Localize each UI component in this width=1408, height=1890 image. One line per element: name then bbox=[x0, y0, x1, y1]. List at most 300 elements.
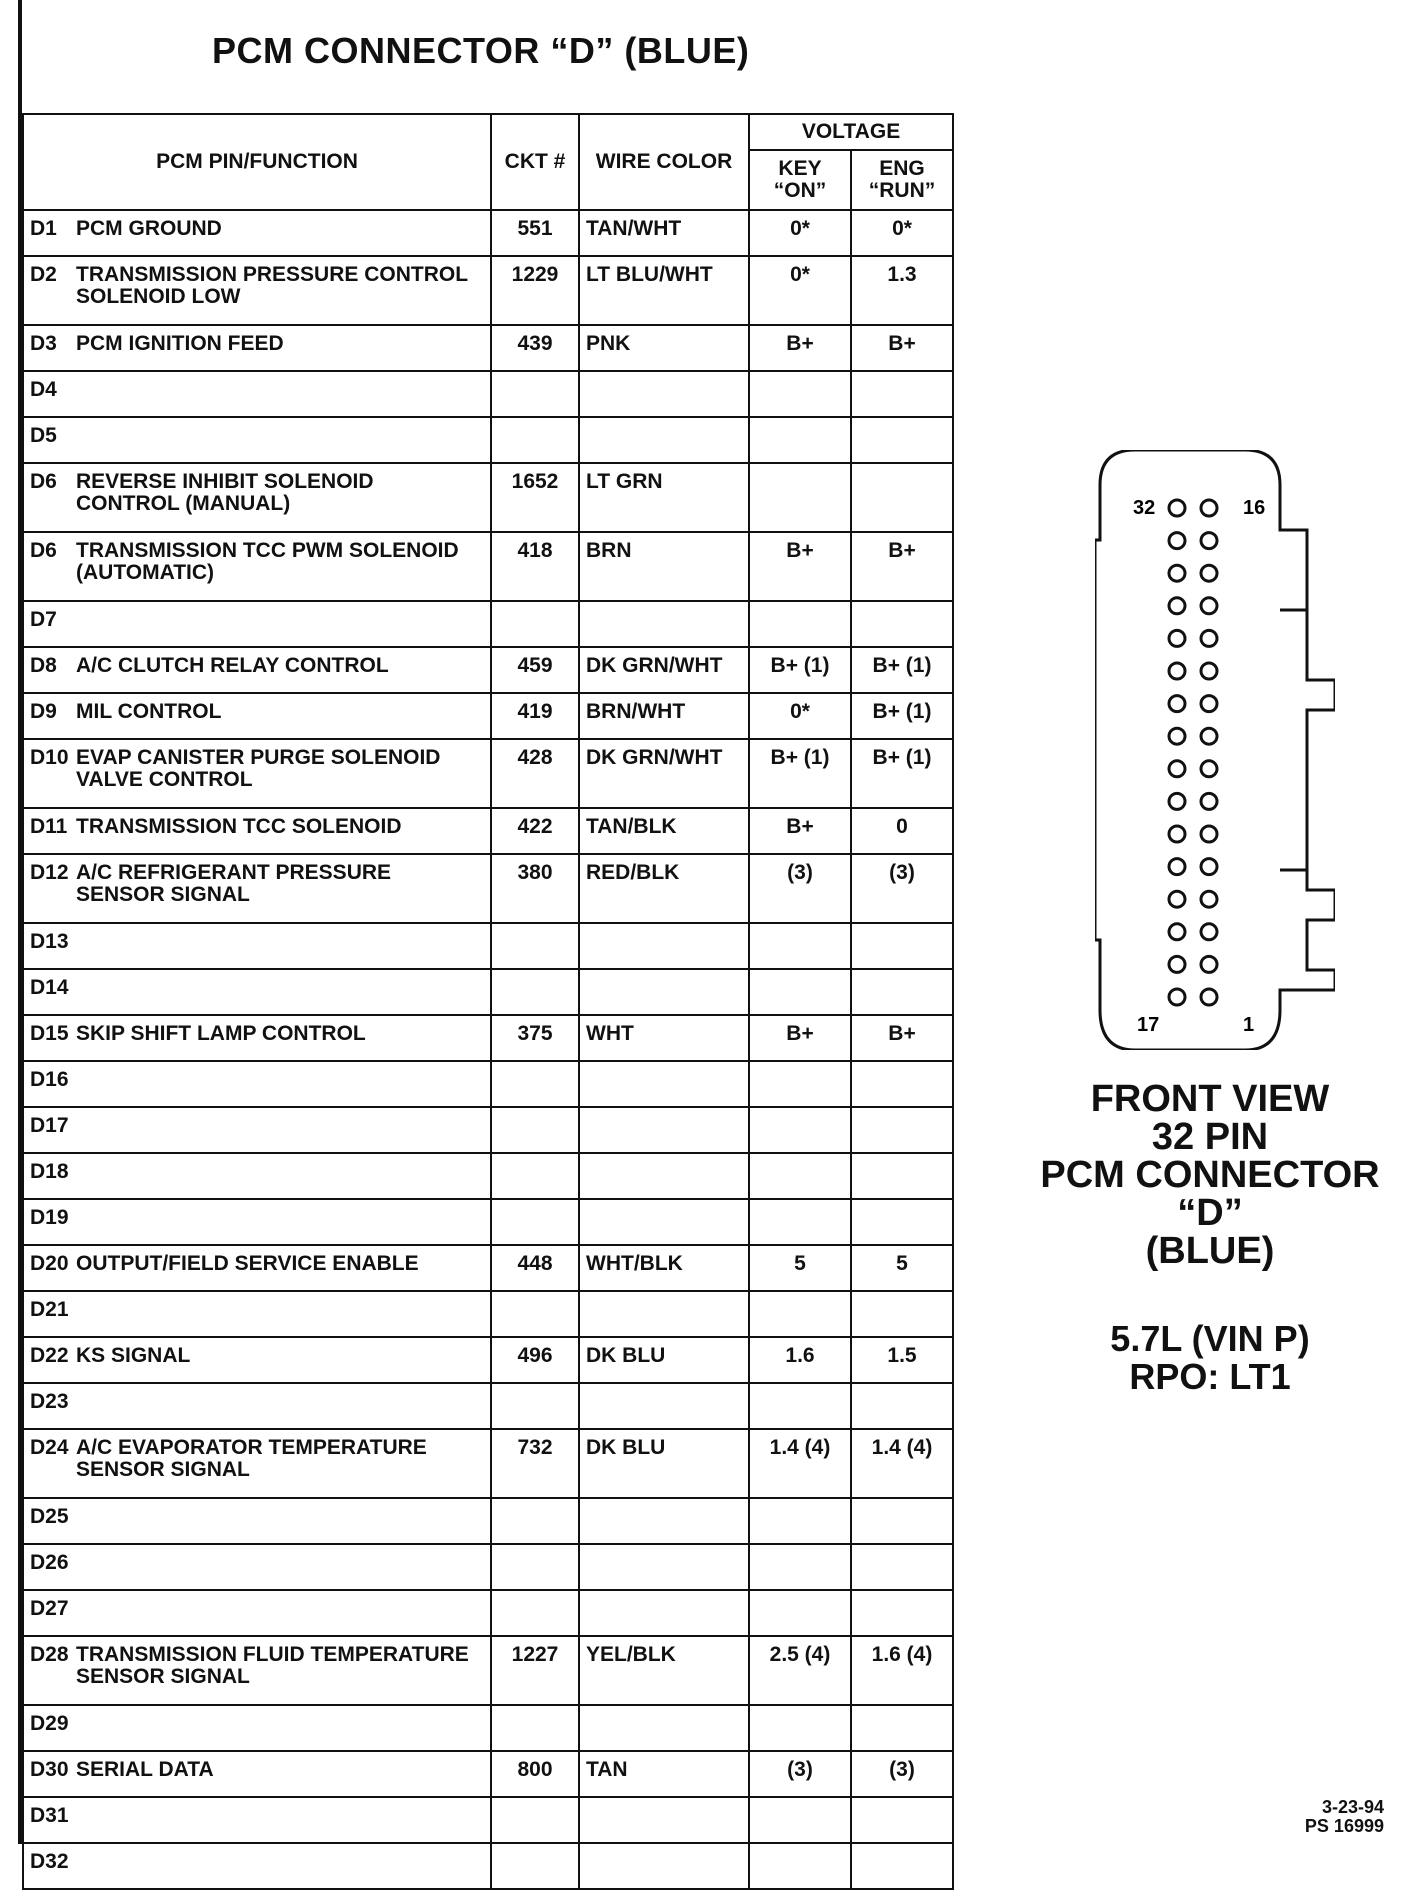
pin-function: PCM GROUND bbox=[76, 217, 222, 240]
pin-number: D19 bbox=[30, 1206, 69, 1229]
eng-run-cell bbox=[851, 1705, 953, 1751]
table-row bbox=[23, 210, 953, 256]
pin-number: D10 bbox=[30, 746, 69, 769]
table-row bbox=[23, 601, 953, 647]
ckt-cell: 380 bbox=[491, 854, 579, 923]
ckt-cell bbox=[491, 1843, 579, 1889]
pin-function: MIL CONTROL bbox=[76, 700, 222, 723]
caption-line-2: 32 PIN bbox=[1151, 1116, 1269, 1158]
wire-color-cell bbox=[579, 969, 749, 1015]
header-voltage: VOLTAGE bbox=[749, 114, 953, 150]
pin-number: D3 bbox=[30, 332, 57, 355]
eng-run-cell: B+ (1) bbox=[851, 647, 953, 693]
footer-code: PS 16999 bbox=[1304, 1816, 1384, 1836]
pin-function: TRANSMISSION TCC PWM SOLENOID (AUTOMATIC) bbox=[76, 539, 459, 584]
pin-function-cell bbox=[23, 1590, 491, 1636]
wire-color-cell bbox=[579, 1498, 749, 1544]
pin-function: EVAP CANISTER PURGE SOLENOID VALVE CONTROL bbox=[76, 746, 441, 791]
key-on-cell: (3) bbox=[749, 854, 851, 923]
footer-reference bbox=[1305, 1798, 1384, 1836]
pin-hole bbox=[1201, 630, 1217, 646]
ckt-cell bbox=[491, 1544, 579, 1590]
pin-function: TRANSMISSION FLUID TEMPERATURE SENSOR SIGNAL bbox=[76, 1643, 469, 1688]
wire-color-cell bbox=[579, 1199, 749, 1245]
pin-number: D25 bbox=[30, 1505, 69, 1528]
ckt-cell: 1229 bbox=[491, 256, 579, 325]
pin-number: D18 bbox=[30, 1160, 69, 1183]
table-row bbox=[23, 1061, 953, 1107]
ckt-cell: 375 bbox=[491, 1015, 579, 1061]
ckt-cell bbox=[491, 1705, 579, 1751]
pin-hole bbox=[1169, 924, 1185, 940]
wire-color-cell bbox=[579, 1153, 749, 1199]
table-row bbox=[23, 532, 953, 601]
wire-color-cell: DK BLU bbox=[579, 1337, 749, 1383]
pin-hole bbox=[1201, 826, 1217, 842]
ckt-cell: 419 bbox=[491, 693, 579, 739]
pin-label-17: 17 bbox=[1137, 1014, 1160, 1036]
pin-function-cell bbox=[23, 532, 491, 601]
pin-function-cell bbox=[23, 1383, 491, 1429]
pin-function-cell bbox=[23, 1061, 491, 1107]
key-on-cell: 0* bbox=[749, 693, 851, 739]
pin-function-cell bbox=[23, 417, 491, 463]
table-row bbox=[23, 1015, 953, 1061]
key-on-cell: B+ (1) bbox=[749, 739, 851, 808]
pin-function-cell bbox=[23, 969, 491, 1015]
pin-hole bbox=[1169, 956, 1185, 972]
pin-function-cell bbox=[23, 1107, 491, 1153]
pin-number: D24 bbox=[30, 1436, 69, 1459]
header-key-on bbox=[749, 150, 851, 210]
table-row bbox=[23, 808, 953, 854]
table-row bbox=[23, 463, 953, 532]
table-row bbox=[23, 854, 953, 923]
eng-run-cell: B+ bbox=[851, 532, 953, 601]
eng-run-cell bbox=[851, 1843, 953, 1889]
pin-number: D29 bbox=[30, 1712, 69, 1735]
table-row bbox=[23, 1590, 953, 1636]
eng-run-cell bbox=[851, 1199, 953, 1245]
pin-function: PCM IGNITION FEED bbox=[76, 332, 284, 355]
pin-hole bbox=[1169, 630, 1185, 646]
eng-run-cell bbox=[851, 1498, 953, 1544]
ckt-cell bbox=[491, 1153, 579, 1199]
pin-hole bbox=[1201, 891, 1217, 907]
eng-run-cell: 1.6 (4) bbox=[851, 1636, 953, 1705]
pin-function: OUTPUT/FIELD SERVICE ENABLE bbox=[76, 1252, 419, 1275]
eng-run-cell: 5 bbox=[851, 1245, 953, 1291]
pin-hole bbox=[1169, 793, 1185, 809]
ckt-cell: 459 bbox=[491, 647, 579, 693]
pin-function: A/C REFRIGERANT PRESSURE SENSOR SIGNAL bbox=[76, 861, 392, 906]
ckt-cell: 1227 bbox=[491, 1636, 579, 1705]
eng-run-cell: B+ (1) bbox=[851, 693, 953, 739]
pin-function-cell bbox=[23, 1199, 491, 1245]
pin-function-cell bbox=[23, 371, 491, 417]
engine-line-2: RPO: LT1 bbox=[1129, 1356, 1291, 1397]
header-pin-function: PCM PIN/FUNCTION bbox=[23, 114, 491, 210]
pin-function: A/C EVAPORATOR TEMPERATURE SENSOR SIGNAL bbox=[76, 1436, 427, 1481]
pin-number: D23 bbox=[30, 1390, 69, 1413]
table-row bbox=[23, 1291, 953, 1337]
pin-hole bbox=[1169, 859, 1185, 875]
page-title: PCM CONNECTOR “D” (BLUE) bbox=[212, 30, 750, 71]
wire-color-cell bbox=[579, 1590, 749, 1636]
wire-color-cell: DK GRN/WHT bbox=[579, 647, 749, 693]
pin-label-1: 1 bbox=[1243, 1014, 1255, 1036]
ckt-cell: 428 bbox=[491, 739, 579, 808]
caption-line-3: PCM CONNECTOR bbox=[1040, 1154, 1380, 1196]
ckt-cell bbox=[491, 371, 579, 417]
pin-hole bbox=[1201, 859, 1217, 875]
wire-color-cell: LT BLU/WHT bbox=[579, 256, 749, 325]
pin-function-cell bbox=[23, 1705, 491, 1751]
pin-hole bbox=[1169, 728, 1185, 744]
pin-number: D7 bbox=[30, 608, 57, 631]
pin-function-cell bbox=[23, 1291, 491, 1337]
pin-number: D13 bbox=[30, 930, 69, 953]
pin-hole bbox=[1201, 924, 1217, 940]
ckt-cell: 439 bbox=[491, 325, 579, 371]
caption-line-4: “D” bbox=[1177, 1192, 1243, 1234]
pin-number: D28 bbox=[30, 1643, 69, 1666]
ckt-cell bbox=[491, 923, 579, 969]
key-on-cell: 0* bbox=[749, 256, 851, 325]
pin-number: D22 bbox=[30, 1344, 69, 1367]
eng-run-cell bbox=[851, 1107, 953, 1153]
wire-color-cell bbox=[579, 1061, 749, 1107]
pin-hole bbox=[1169, 565, 1185, 581]
ckt-cell: 551 bbox=[491, 210, 579, 256]
header-ckt: CKT # bbox=[491, 114, 579, 210]
eng-run-cell: 1.3 bbox=[851, 256, 953, 325]
key-on-cell bbox=[749, 969, 851, 1015]
ckt-cell bbox=[491, 969, 579, 1015]
table-row bbox=[23, 1636, 953, 1705]
wire-color-cell bbox=[579, 601, 749, 647]
caption-line-1: FRONT VIEW bbox=[1090, 1078, 1330, 1120]
pin-function-cell bbox=[23, 1337, 491, 1383]
wire-color-cell: BRN/WHT bbox=[579, 693, 749, 739]
eng-run-cell: 0 bbox=[851, 808, 953, 854]
ckt-cell bbox=[491, 1590, 579, 1636]
pin-function-cell bbox=[23, 1751, 491, 1797]
table-row bbox=[23, 1544, 953, 1590]
wire-color-cell: WHT/BLK bbox=[579, 1245, 749, 1291]
ckt-cell bbox=[491, 1291, 579, 1337]
wire-color-cell bbox=[579, 1843, 749, 1889]
pin-function-cell bbox=[23, 808, 491, 854]
caption-line-5: (BLUE) bbox=[1145, 1230, 1275, 1272]
pin-hole bbox=[1201, 533, 1217, 549]
eng-run-cell: 1.5 bbox=[851, 1337, 953, 1383]
pin-function: REVERSE INHIBIT SOLENOID CONTROL (MANUAL) bbox=[76, 470, 374, 515]
wire-color-cell bbox=[579, 1797, 749, 1843]
table-row bbox=[23, 1429, 953, 1498]
ckt-cell bbox=[491, 417, 579, 463]
ckt-cell: 448 bbox=[491, 1245, 579, 1291]
pin-function: SERIAL DATA bbox=[76, 1758, 214, 1781]
pin-function-cell bbox=[23, 601, 491, 647]
pin-function-cell bbox=[23, 693, 491, 739]
wire-color-cell: TAN/WHT bbox=[579, 210, 749, 256]
pin-number: D6 bbox=[30, 539, 57, 562]
key-on-cell: 5 bbox=[749, 1245, 851, 1291]
key-on-cell: 1.4 (4) bbox=[749, 1429, 851, 1498]
wire-color-cell bbox=[579, 1705, 749, 1751]
eng-run-cell bbox=[851, 417, 953, 463]
key-on-cell bbox=[749, 1797, 851, 1843]
eng-run-cell: 0* bbox=[851, 210, 953, 256]
pin-function: TRANSMISSION PRESSURE CONTROL SOLENOID LOW bbox=[76, 263, 468, 308]
key-on-cell bbox=[749, 923, 851, 969]
wire-color-cell: TAN/BLK bbox=[579, 808, 749, 854]
table-row bbox=[23, 1797, 953, 1843]
key-on-cell: B+ (1) bbox=[749, 647, 851, 693]
pin-function-cell bbox=[23, 1636, 491, 1705]
header-eng-run-sub: “RUN” bbox=[868, 179, 936, 202]
eng-run-cell bbox=[851, 1291, 953, 1337]
ckt-cell: 732 bbox=[491, 1429, 579, 1498]
pin-number: D2 bbox=[30, 263, 57, 286]
footer-date: 3-23-94 bbox=[1321, 1797, 1384, 1817]
wire-color-cell: DK GRN/WHT bbox=[579, 739, 749, 808]
pin-hole bbox=[1169, 500, 1185, 516]
key-on-cell: B+ bbox=[749, 1015, 851, 1061]
key-on-cell bbox=[749, 1544, 851, 1590]
pin-number: D32 bbox=[30, 1850, 69, 1873]
pin-hole bbox=[1201, 956, 1217, 972]
pin-function-cell bbox=[23, 1544, 491, 1590]
key-on-cell: B+ bbox=[749, 325, 851, 371]
table-row bbox=[23, 969, 953, 1015]
table-row bbox=[23, 256, 953, 325]
pin-label-16: 16 bbox=[1243, 497, 1266, 519]
eng-run-cell: (3) bbox=[851, 1751, 953, 1797]
key-on-cell bbox=[749, 1705, 851, 1751]
wire-color-cell: WHT bbox=[579, 1015, 749, 1061]
pin-function-cell bbox=[23, 739, 491, 808]
pin-hole bbox=[1201, 696, 1217, 712]
pin-hole bbox=[1201, 598, 1217, 614]
eng-run-cell bbox=[851, 1544, 953, 1590]
pin-hole bbox=[1201, 500, 1217, 516]
wire-color-cell bbox=[579, 417, 749, 463]
wire-color-cell bbox=[579, 1544, 749, 1590]
wire-color-cell bbox=[579, 1107, 749, 1153]
pin-hole bbox=[1201, 663, 1217, 679]
pin-function-cell bbox=[23, 1498, 491, 1544]
eng-run-cell bbox=[851, 371, 953, 417]
wire-color-cell: DK BLU bbox=[579, 1429, 749, 1498]
eng-run-cell bbox=[851, 601, 953, 647]
pin-function-cell bbox=[23, 1797, 491, 1843]
eng-run-cell bbox=[851, 1590, 953, 1636]
pin-hole bbox=[1201, 761, 1217, 777]
pin-table bbox=[22, 113, 954, 1890]
key-on-cell bbox=[749, 463, 851, 532]
table-row bbox=[23, 417, 953, 463]
table-row bbox=[23, 371, 953, 417]
pin-hole bbox=[1169, 696, 1185, 712]
key-on-cell bbox=[749, 1199, 851, 1245]
wire-color-cell bbox=[579, 1291, 749, 1337]
eng-run-cell bbox=[851, 463, 953, 532]
ckt-cell: 422 bbox=[491, 808, 579, 854]
pin-number: D20 bbox=[30, 1252, 69, 1275]
ckt-cell bbox=[491, 1107, 579, 1153]
key-on-cell: B+ bbox=[749, 532, 851, 601]
pin-function-cell bbox=[23, 325, 491, 371]
key-on-cell bbox=[749, 601, 851, 647]
pin-hole bbox=[1169, 663, 1185, 679]
table-row bbox=[23, 1107, 953, 1153]
header-wire-color: WIRE COLOR bbox=[579, 114, 749, 210]
pin-function-cell bbox=[23, 1015, 491, 1061]
eng-run-cell bbox=[851, 923, 953, 969]
table-row bbox=[23, 1153, 953, 1199]
pin-number: D15 bbox=[30, 1022, 69, 1045]
eng-run-cell bbox=[851, 1061, 953, 1107]
table-row bbox=[23, 739, 953, 808]
eng-run-cell: 1.4 (4) bbox=[851, 1429, 953, 1498]
pin-hole bbox=[1201, 793, 1217, 809]
pin-function-cell bbox=[23, 1153, 491, 1199]
pin-function: SKIP SHIFT LAMP CONTROL bbox=[76, 1022, 366, 1045]
key-on-cell bbox=[749, 417, 851, 463]
wire-color-cell: RED/BLK bbox=[579, 854, 749, 923]
pin-function-cell bbox=[23, 647, 491, 693]
pin-number: D17 bbox=[30, 1114, 69, 1137]
pin-hole bbox=[1201, 989, 1217, 1005]
wire-color-cell bbox=[579, 923, 749, 969]
key-on-cell: 2.5 (4) bbox=[749, 1636, 851, 1705]
wire-color-cell: YEL/BLK bbox=[579, 1636, 749, 1705]
header-eng-run bbox=[851, 150, 953, 210]
header-key-on-sub: “ON” bbox=[773, 179, 827, 202]
pin-number: D11 bbox=[30, 815, 68, 838]
pin-number: D27 bbox=[30, 1597, 69, 1620]
wire-color-cell: PNK bbox=[579, 325, 749, 371]
pin-number: D31 bbox=[30, 1804, 69, 1827]
table-row bbox=[23, 1751, 953, 1797]
ckt-cell bbox=[491, 1061, 579, 1107]
pin-function-cell bbox=[23, 1245, 491, 1291]
wire-color-cell bbox=[579, 371, 749, 417]
wire-color-cell bbox=[579, 1383, 749, 1429]
pin-holes bbox=[1169, 500, 1217, 1005]
key-on-cell bbox=[749, 1498, 851, 1544]
pin-hole bbox=[1201, 728, 1217, 744]
pin-number: D6 bbox=[30, 470, 57, 493]
table-row bbox=[23, 647, 953, 693]
ckt-cell bbox=[491, 1797, 579, 1843]
eng-run-cell bbox=[851, 969, 953, 1015]
pin-number: D9 bbox=[30, 700, 57, 723]
eng-run-cell bbox=[851, 1797, 953, 1843]
eng-run-cell: B+ (1) bbox=[851, 739, 953, 808]
pin-hole bbox=[1169, 989, 1185, 1005]
key-on-cell: B+ bbox=[749, 808, 851, 854]
pin-function: KS SIGNAL bbox=[76, 1344, 191, 1367]
eng-run-cell: (3) bbox=[851, 854, 953, 923]
ckt-cell: 1652 bbox=[491, 463, 579, 532]
key-on-cell: 0* bbox=[749, 210, 851, 256]
connector-diagram bbox=[1095, 450, 1335, 1050]
header-eng-run-label: ENG bbox=[879, 157, 925, 180]
pin-hole bbox=[1169, 891, 1185, 907]
table-row bbox=[23, 1498, 953, 1544]
engine-info bbox=[1000, 1320, 1408, 1396]
ckt-cell bbox=[491, 601, 579, 647]
key-on-cell bbox=[749, 1153, 851, 1199]
pin-function-cell bbox=[23, 210, 491, 256]
connector-caption bbox=[1000, 1080, 1408, 1270]
pin-function-cell bbox=[23, 923, 491, 969]
pin-function-cell bbox=[23, 1843, 491, 1889]
eng-run-cell bbox=[851, 1153, 953, 1199]
eng-run-cell: B+ bbox=[851, 325, 953, 371]
pin-number: D12 bbox=[30, 861, 69, 884]
table-row bbox=[23, 693, 953, 739]
pin-function-cell bbox=[23, 854, 491, 923]
key-on-cell: (3) bbox=[749, 1751, 851, 1797]
table-row bbox=[23, 325, 953, 371]
pin-function: TRANSMISSION TCC SOLENOID bbox=[76, 815, 402, 838]
table-row bbox=[23, 1199, 953, 1245]
table-row bbox=[23, 1337, 953, 1383]
ckt-cell: 800 bbox=[491, 1751, 579, 1797]
header-key-on-label: KEY bbox=[778, 157, 822, 180]
key-on-cell bbox=[749, 1590, 851, 1636]
table-row bbox=[23, 923, 953, 969]
key-on-cell bbox=[749, 1843, 851, 1889]
table-row bbox=[23, 1843, 953, 1889]
pin-number: D16 bbox=[30, 1068, 69, 1091]
engine-line-1: 5.7L (VIN P) bbox=[1110, 1318, 1310, 1359]
pin-hole bbox=[1169, 761, 1185, 777]
key-on-cell bbox=[749, 1061, 851, 1107]
pin-hole bbox=[1169, 598, 1185, 614]
table-row bbox=[23, 1383, 953, 1429]
pin-number: D30 bbox=[30, 1758, 69, 1781]
pin-number: D26 bbox=[30, 1551, 69, 1574]
ckt-cell: 418 bbox=[491, 532, 579, 601]
pin-number: D8 bbox=[30, 654, 57, 677]
pin-number: D14 bbox=[30, 976, 69, 999]
key-on-cell bbox=[749, 1383, 851, 1429]
pin-hole bbox=[1169, 826, 1185, 842]
pin-number: D1 bbox=[30, 217, 57, 240]
pin-rows bbox=[23, 210, 953, 1889]
eng-run-cell: B+ bbox=[851, 1015, 953, 1061]
eng-run-cell bbox=[851, 1383, 953, 1429]
wire-color-cell: LT GRN bbox=[579, 463, 749, 532]
table-row bbox=[23, 1705, 953, 1751]
ckt-cell bbox=[491, 1498, 579, 1544]
pin-label-32: 32 bbox=[1133, 497, 1156, 519]
pin-hole bbox=[1169, 533, 1185, 549]
key-on-cell bbox=[749, 1107, 851, 1153]
wire-color-cell: BRN bbox=[579, 532, 749, 601]
key-on-cell bbox=[749, 1291, 851, 1337]
ckt-cell: 496 bbox=[491, 1337, 579, 1383]
table-row bbox=[23, 1245, 953, 1291]
pin-hole bbox=[1201, 565, 1217, 581]
pin-function-cell bbox=[23, 1429, 491, 1498]
key-on-cell: 1.6 bbox=[749, 1337, 851, 1383]
